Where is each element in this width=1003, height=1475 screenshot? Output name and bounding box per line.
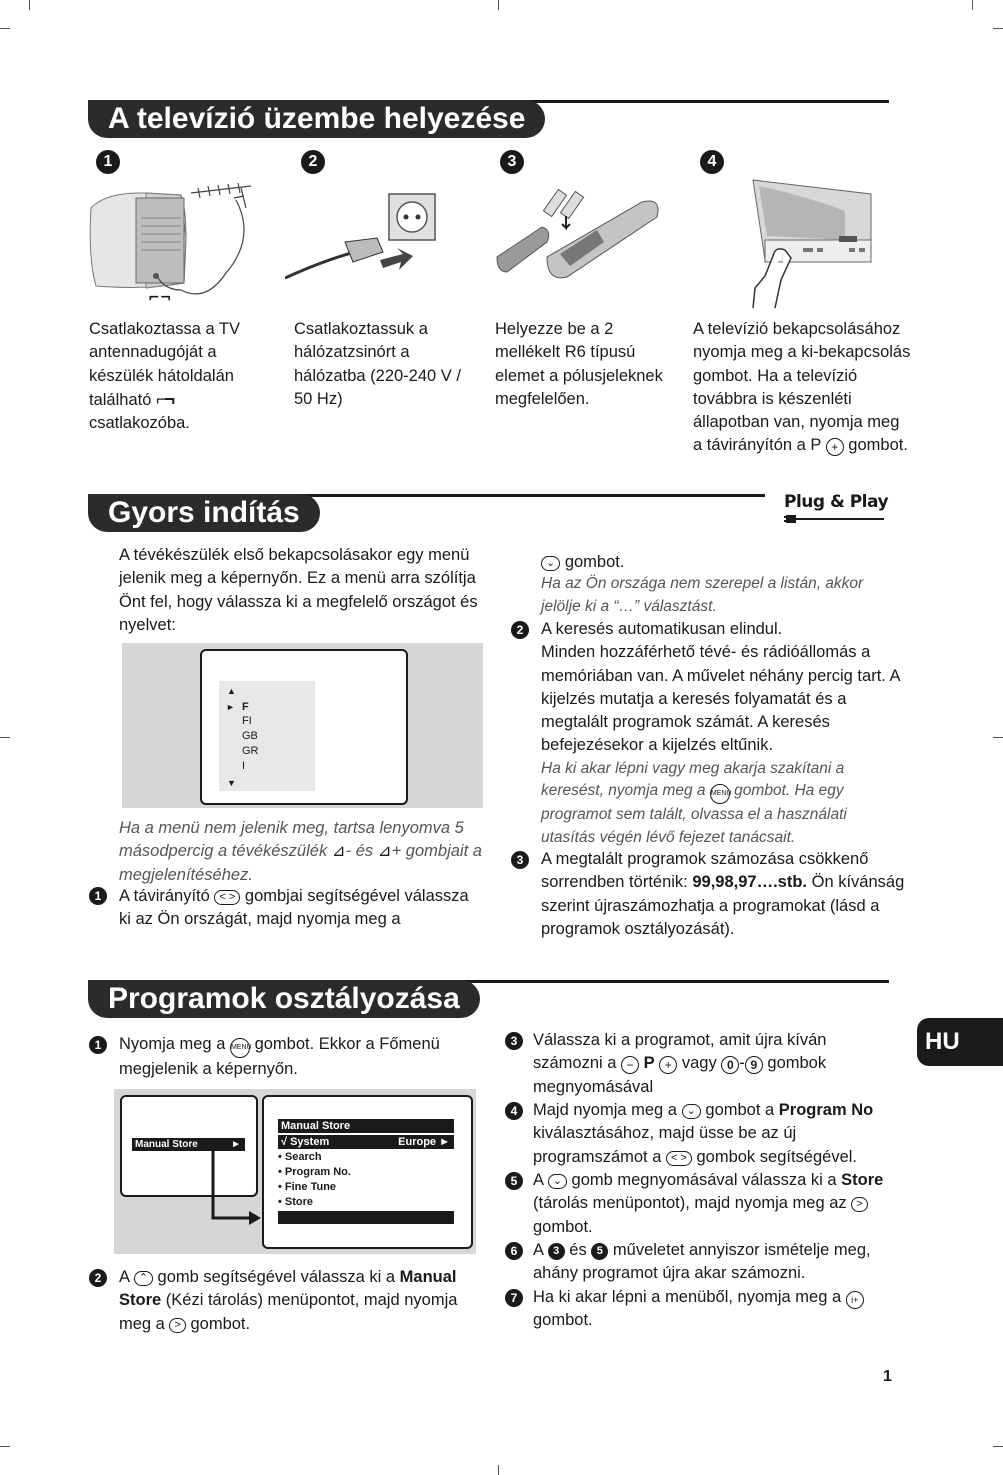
manual-store-item[interactable]: • Fine Tune [278, 1181, 337, 1193]
quick-start-step-1-cont: ⌄ gombot. [541, 551, 901, 574]
plus-button-icon: + [826, 438, 844, 456]
menu-button-icon: MENU [710, 784, 730, 804]
step-number: 2 [89, 1269, 107, 1287]
submenu-arrow-icon: ► [439, 1136, 450, 1148]
manual-store-header: Manual Store [278, 1119, 454, 1133]
quick-start-step-1-note: Ha az Ön országa nem szerepel a listán, akkor jelölje ki a “…” választást. [541, 575, 864, 615]
plug-and-play-logo: Plug & Play [784, 492, 889, 531]
manual-store-item[interactable]: • Program No. [278, 1166, 351, 1178]
crop-mark [0, 1446, 10, 1447]
sort-step-1: Nyomja meg a MENU gombot. Ekkor a Főmenü megjelenik a képernyőn. [119, 1035, 440, 1078]
up-button-icon: ⌃ [134, 1271, 153, 1286]
remote-batteries-illustration [492, 182, 667, 282]
step-number: 7 [505, 1289, 523, 1307]
right-button-icon: > [851, 1197, 867, 1212]
crop-mark [0, 28, 10, 29]
section-title-program-sort: Programok osztályozása [88, 980, 480, 1018]
volume-icon: ⊿ [331, 842, 346, 861]
quick-start-note: Ha a menü nem jelenik meg, tartsa lenyomva 5 másodpercig a tévékészülék ⊿- és ⊿+ gombjait a megjelenítéséhez. [119, 819, 482, 884]
step-number: 1 [89, 887, 107, 905]
menu-item-country[interactable]: GB [242, 730, 258, 742]
menu-button-icon: MENU [230, 1038, 250, 1058]
page-number: 1 [883, 1368, 892, 1385]
manual-store-footer-bar [278, 1211, 454, 1224]
tv-antenna-illustration [86, 178, 261, 308]
step-3-reference-icon: 3 [548, 1243, 565, 1260]
menu-up-arrow-icon: ▲ [227, 686, 236, 696]
left-right-buttons-icon: < > [214, 890, 240, 905]
down-button-icon: ⌄ [548, 1174, 567, 1189]
sort-step-2: A ⌃ gomb segítségével válassza ki a Manual Store (Kézi tárolás) menüpontot, majd nyomja meg a > gombot. [119, 1268, 458, 1333]
step-number: 2 [301, 150, 325, 174]
section-title-quick-start: Gyors indítás [88, 494, 320, 532]
svg-text:⌐¬: ⌐¬ [148, 290, 172, 306]
menu-item-country[interactable]: FI [242, 715, 252, 727]
menu-cursor-icon: ► [226, 702, 235, 712]
quick-start-intro: A tévékészülék első bekapcsolásakor egy menü jelenik meg a képernyőn. Ez a menü arra szólítja Önt fel, hogy válassza ki a megfelelő országot és nyelvet: [119, 546, 478, 634]
step-number: 3 [505, 1032, 523, 1050]
crop-mark [498, 0, 499, 10]
setup-step-4-text: A televízió bekapcsolásához nyomja meg a ki-bekapcsolás gombot. Ha a televízió továbbra is készenléti állapotban van, nyomja meg a távirányítón a P + gombot. [693, 320, 911, 455]
sort-step-5: A ⌄ gomb megnyomásával válassza ki a Store (tárolás menüpontot), majd nyomja meg az > gombot. [533, 1171, 884, 1236]
crop-mark [972, 0, 973, 10]
step-5-reference-icon: 5 [591, 1243, 608, 1260]
step-number: 1 [89, 1036, 107, 1054]
sort-step-6: A 3 és 5 műveletet annyiszor ismételje meg, ahány programot újra akar számozni. [533, 1241, 871, 1283]
sort-step-3: Válassza ki a programot, amit újra kíván számozni a − P + vagy 0 - 9 gombok megnyomásával [533, 1031, 827, 1096]
crop-mark [29, 0, 30, 10]
menu-item-country[interactable]: F [242, 701, 249, 713]
down-button-icon: ⌄ [541, 556, 560, 571]
setup-step-1-text: Csatlakoztassa a TV antennadugóját a készülék hátoldalán található ⌐¬ csatlakozóba. [89, 320, 241, 433]
sort-step-4: Majd nyomja meg a ⌄ gombot a Program No kiválasztásához, majd üsse be az új programszámot a < > gombok segítségével. [533, 1101, 874, 1166]
crop-mark [993, 737, 1003, 738]
crop-mark [993, 28, 1003, 29]
sort-step-7: Ha ki akar lépni a menüből, nyomja meg a i+ gombot. [533, 1286, 888, 1333]
digit-0-button-icon: 0 [721, 1056, 739, 1074]
volume-icon: ⊿ [377, 842, 392, 861]
step-number: 4 [700, 150, 724, 174]
step-number: 4 [505, 1102, 523, 1120]
plug-icon [784, 512, 889, 526]
plus-button-icon: + [659, 1056, 677, 1074]
quick-start-step-3: A megtalált programok számozása csökkenő sorrendben történik: 99,98,97….stb. Ön kívánság szerint újraszámozhatja a programokat (lásd a programok osztályozását). [541, 850, 905, 938]
menu-item-country[interactable]: GR [242, 745, 259, 757]
crop-mark [0, 737, 10, 738]
crop-mark [993, 1446, 1003, 1447]
digit-9-button-icon: 9 [745, 1056, 763, 1074]
setup-step-2-text: Csatlakoztassuk a hálózatzsinórt a hálózatba (220-240 V / 50 Hz) [294, 320, 461, 408]
menu-down-arrow-icon: ▼ [227, 778, 236, 788]
quick-start-step-1: A távirányító < > gombjai segítségével válassza ki az Ön országát, majd nyomja meg a [119, 887, 469, 929]
menu-item-country[interactable]: I [242, 760, 246, 772]
minus-button-icon: − [621, 1056, 639, 1074]
step-number: 1 [96, 150, 120, 174]
main-menu-item-manual-store[interactable]: Manual Store ► [132, 1138, 245, 1151]
tv-power-button-illustration [745, 176, 875, 311]
crop-mark [498, 1465, 499, 1475]
quick-start-step-2: A keresés automatikusan elindul. Minden hozzáférhető tévé- és rádióállomás a memóriában van. A művelet néhány percig tart. A kijelzés mutatja a keresés folyamatát és a megtalált programok számát. A keresés befejezésekor a kijelzés eltűnik. Ha ki akar lépni vagy meg akarja szakítani a keresést, nyomja meg a MENU gombot. Ha egy programot sem talált, olvassa el a használati utasítás végén lévő fejezet tanácsait. [541, 620, 900, 846]
antenna-socket-icon: ⌐¬ [155, 388, 174, 409]
language-tab: HU [917, 1018, 1003, 1066]
left-right-buttons-icon: < > [666, 1151, 692, 1166]
setup-step-3-text: Helyezze be a 2 mellékelt R6 típusú elemet a pólusjeleknek megfelelően. [495, 320, 663, 408]
step-number: 6 [505, 1242, 523, 1260]
step-number: 3 [500, 150, 524, 174]
step-number: 5 [505, 1172, 523, 1190]
menu-transition-arrow [205, 1150, 265, 1225]
right-button-icon: > [169, 1318, 185, 1333]
section-title-setup: A televízió üzembe helyezése [88, 100, 545, 138]
manual-store-item[interactable]: • Store [278, 1196, 314, 1208]
manual-store-item[interactable]: • Search [278, 1151, 322, 1163]
step-number: 2 [511, 621, 529, 639]
submenu-arrow-icon: ► [231, 1139, 241, 1150]
down-button-icon: ⌄ [682, 1104, 701, 1119]
power-plug-illustration [285, 190, 445, 285]
exit-button-icon: i+ [846, 1291, 864, 1309]
manual-store-item-system[interactable]: √ System Europe ► [278, 1135, 454, 1149]
step-number: 3 [511, 851, 529, 869]
